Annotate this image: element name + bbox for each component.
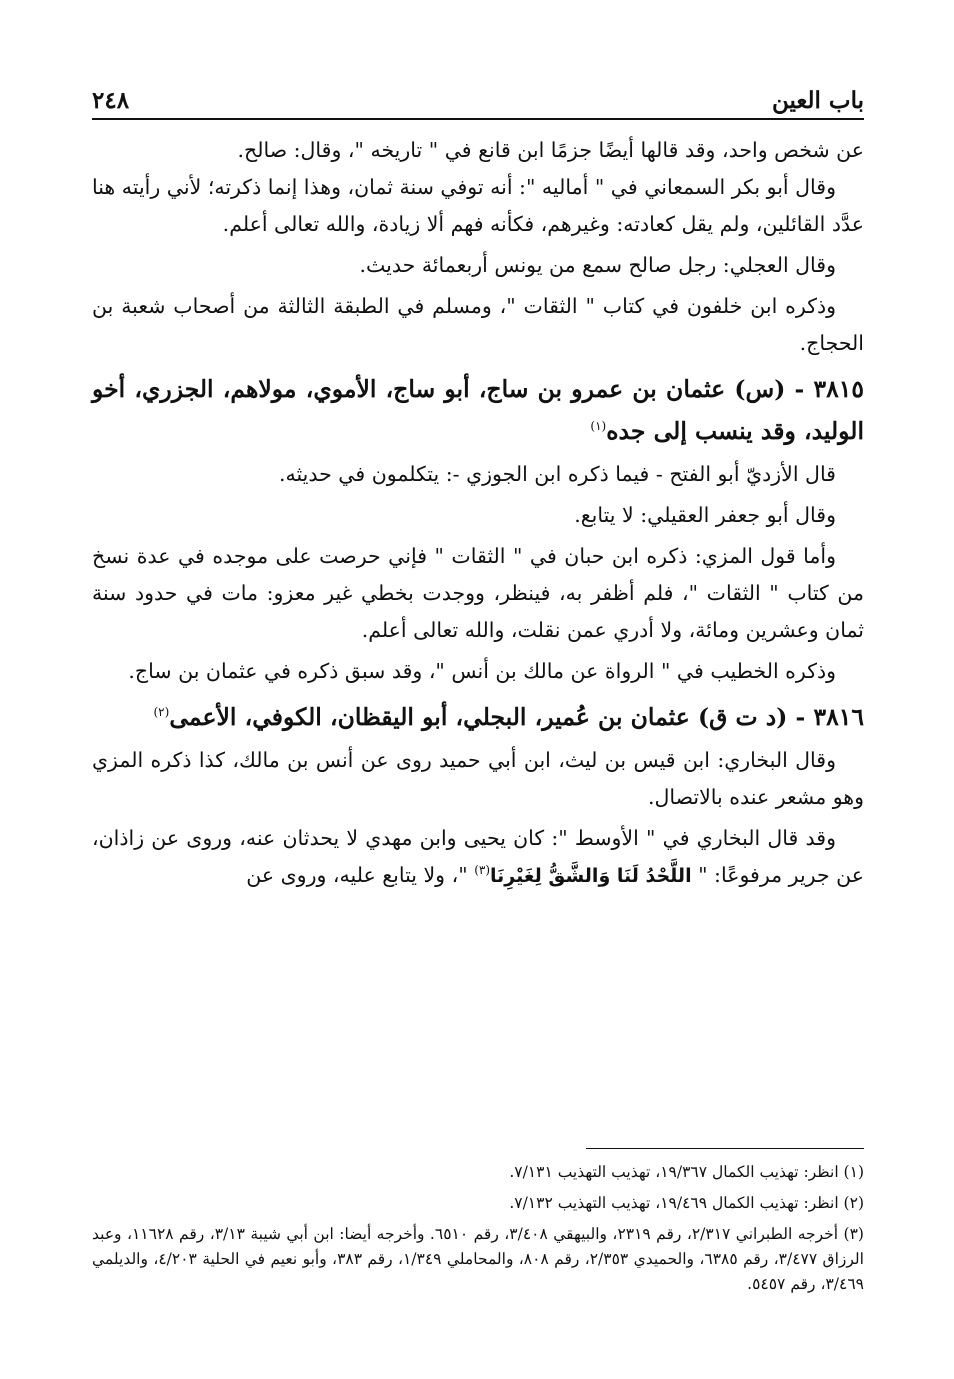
paragraph: وقال أبو بكر السمعاني في " أماليه ": أنه توفي سنة ثمان، وهذا إنما ذكرته؛ لأني رأيته هنا عدَّد القائلين، ولم يقل كعادته: وغيرهم، فكأنه فهم ألا زيادة، والله تعالى أعلم. bbox=[92, 175, 864, 236]
section-title: باب العين bbox=[771, 87, 864, 114]
paragraph-text: "، ولا يتابع عليه، وروى عن bbox=[246, 863, 468, 887]
footnote-ref: (٢) bbox=[153, 705, 170, 720]
paragraph: عن شخص واحد، وقد قالها أيضًا جزمًا ابن قانع في " تاريخه "، وقال: صالح. bbox=[237, 138, 864, 162]
paragraph: وقال البخاري: ابن قيس بن ليث، ابن أبي حميد روى عن أنس بن مالك، كذا ذكره المزي وهو مشعر عنده بالاتصال. bbox=[92, 748, 864, 809]
page-body bbox=[92, 132, 864, 895]
footnote-ref: (١) bbox=[590, 419, 607, 434]
footnote-separator bbox=[586, 1148, 864, 1149]
hadith-quote: اللَّحْدُ لَنَا وَالشَّقُّ لِغَيْرِنَا bbox=[490, 865, 692, 887]
paragraph: وأما قول المزي: ذكره ابن حبان في " الثقات " فإني حرصت على موجده في عدة نسخ من كتاب " الثقات "، فلم أظفر به، فينظر، ووجدت بخطي غير معزو: مات في حدود سنة ثمان وعشرين ومائة، ولا أدري عمن نقلت، والله تعالى أعلم. bbox=[92, 544, 864, 642]
entry-heading-3815 bbox=[92, 368, 864, 452]
paragraph: وقال العجلي: رجل صالح سمع من يونس أربعمائة حديث. bbox=[359, 253, 836, 277]
paragraph-with-quote bbox=[92, 820, 864, 895]
entry-heading-text: ٣٨١٥ - (س) عثمان بن عمرو بن ساج، أبو ساج، الأموي، مولاهم، الجزري، أخو الوليد، وقد ينسب إلى جده bbox=[92, 375, 864, 445]
paragraph: قال الأزديّ أبو الفتح - فيما ذكره ابن الجوزي -: يتكلمون في حديثه. bbox=[278, 462, 836, 486]
footnote: (٣) أخرجه الطبراني ٢/٣١٧، رقم ٢٣١٩، والبيهقي ٣/٤٠٨، رقم ٦٥١٠. وأخرجه أيضا: ابن أبي شيبة ٣/١٣، رقم ١١٦٢٨، وعبد الرزاق ٣/٤٧٧، رقم ٦٣٨٥، والحميدي ٢/٣٥٣، رقم ٨٠٨، والمحاملي ١/٣٤٩، رقم ٣٨٣، وأبو نعيم في الحلية ٤/٢٠٣، والديلمي ٣/٤٦٩، رقم ٥٤٥٧. bbox=[92, 1225, 864, 1293]
entry-heading-text: ٣٨١٦ - (د ت ق) عثمان بن عُمير، البجلي، أبو اليقظان، الكوفي، الأعمى bbox=[169, 703, 864, 731]
footnote: (٢) انظر: تهذيب الكمال ١٩/٤٦٩، تهذيب التهذيب ٧/١٣٢. bbox=[509, 1194, 864, 1212]
paragraph: وقال أبو جعفر العقيلي: لا يتابع. bbox=[574, 503, 836, 527]
footnotes bbox=[92, 1160, 864, 1297]
paragraph: وذكره الخطيب في " الرواة عن مالك بن أنس "، وقد سبق ذكره في عثمان بن ساج. bbox=[128, 659, 836, 683]
page-number: ٢٤٨ bbox=[92, 87, 130, 114]
book-page bbox=[92, 72, 864, 895]
paragraph-text: وقد قال البخاري في " الأوسط ": كان يحيى وابن مهدي لا يحدثان عنه، وروى عن زاذان، عن جرير مرفوعًا: " bbox=[92, 826, 864, 887]
footnote-ref: (٣) bbox=[474, 863, 491, 878]
running-header bbox=[92, 72, 864, 120]
footnote: (١) انظر: تهذيب الكمال ١٩/٣٦٧، تهذيب التهذيب ٧/١٣١. bbox=[509, 1163, 864, 1181]
paragraph: وذكره ابن خلفون في كتاب " الثقات "، ومسلم في الطبقة الثالثة من أصحاب شعبة بن الحجاج. bbox=[92, 294, 864, 355]
entry-heading-3816 bbox=[92, 696, 864, 738]
